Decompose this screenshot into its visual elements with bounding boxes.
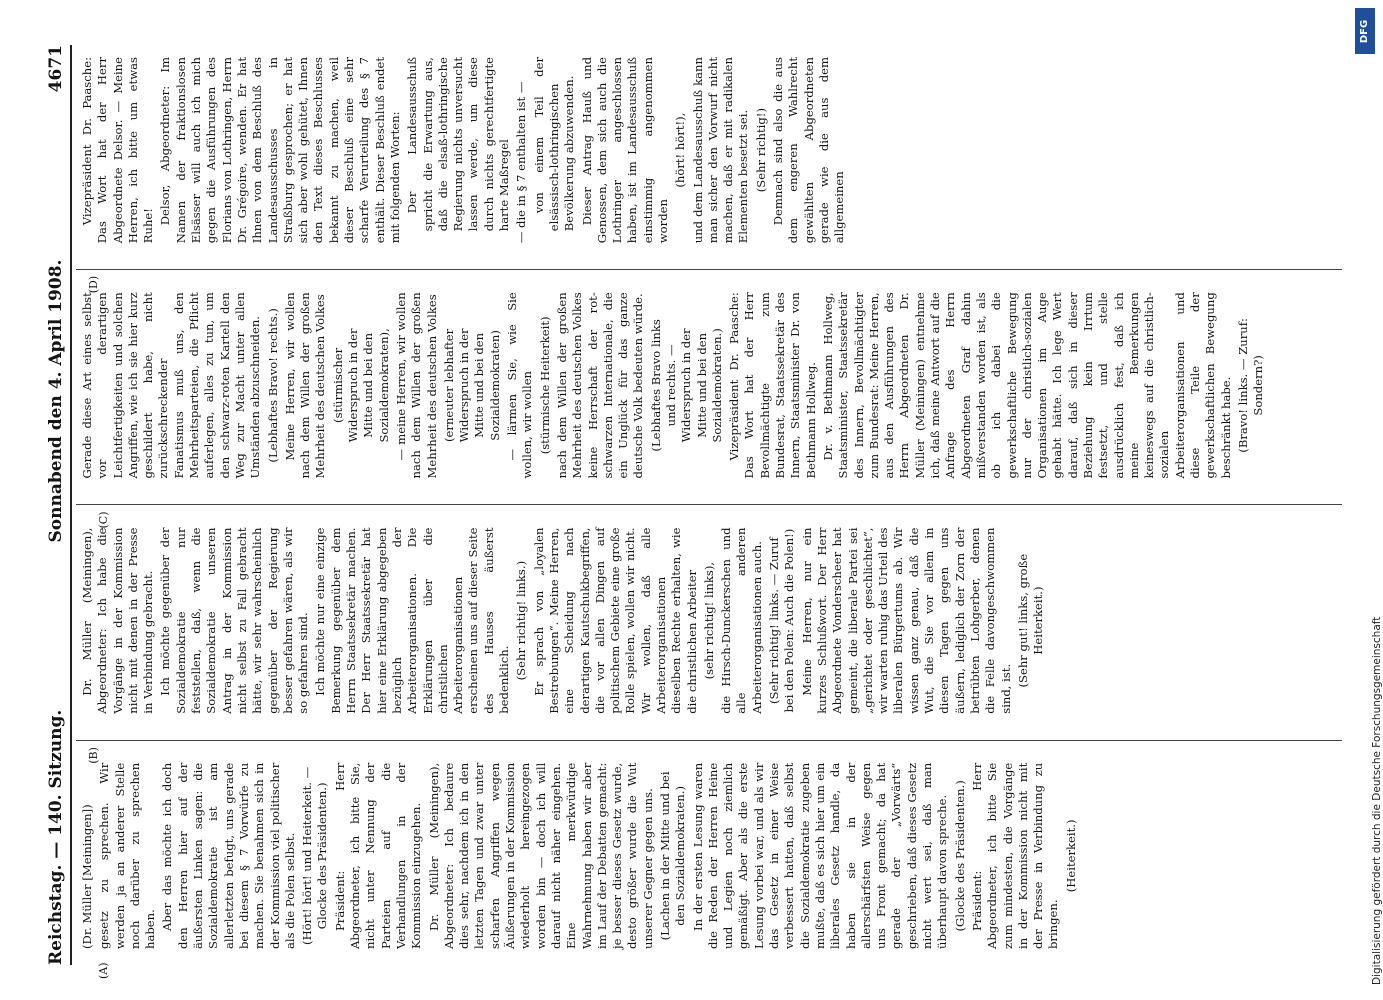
paragraph: und dem Landesausschuß kann man sicher den Vorwurf nicht machen, daß er mit radikalen Elementen besetzt sei.	[690, 57, 751, 244]
margin-marker-d: (D)	[87, 275, 100, 294]
paragraph: gesetz zu sprechen. Wir werden ja an anderer Stelle noch darüber zu sprechen haben.	[97, 762, 158, 949]
dfg-logo	[1355, 8, 1375, 54]
interjection: (Sehr gut! links, große Heiterkeit.)	[1015, 553, 1046, 688]
paragraph: Dieser Antrag Hauß und Genossen, dem sich auch die Lothringer angeschlossen haben, ist im Landesausschuß einstimmig angenommen worden	[579, 57, 670, 244]
interjection: (stürmischer Widerspruch in der Mitte und bei den Sozialdemokraten),	[330, 328, 391, 443]
paragraph: Aber das möchte ich doch den Herren hier auf der äußersten Linken sagen: die Sozialdemokratie ist am allerletzten befugt, uns gerade bei diesem § 7 Vorwürfe zu machen. Sie benahmen sich in der Kommission viel politischer als die Polen selbst.	[160, 762, 297, 949]
paragraph: Meine Herren, wir wollen nach dem Willen der großen Mehrheit des deutschen Volkes	[282, 292, 328, 479]
interjection: (hört! hört!),	[673, 112, 688, 188]
interjection: (Hört! hört! und Heiterkeit. — Glocke des Präsidenten.)	[300, 766, 330, 945]
column-3	[76, 270, 1342, 529]
interjection: (Sehr richtig!)	[753, 108, 768, 193]
paragraph: — die in § 7 enthalten ist —	[514, 81, 529, 244]
column-1	[76, 741, 1342, 979]
quotation: Der Landesausschuß spricht die Erwartung aus, daß die elsaß-lothringische Regierung nichts unversucht lassen werde, um diese durch nichts gerechtfertigte harte Maßregel	[405, 57, 512, 232]
header-left: Reichstag. — 140. Sitzung.	[46, 709, 66, 965]
paragraph: Dr. Müller (Meiningen), Abgeordneter: Ich habe die Vorgänge in der Kommission nicht mit denen in der Presse in Verbindung gebracht.	[80, 527, 156, 714]
interjection: (erneuter lebhafter Widerspruch in der Mitte und bei den Sozialdemokraten)	[441, 328, 502, 443]
text-columns	[76, 35, 1342, 979]
interjection: (Sehr richtig! links.)	[514, 560, 529, 681]
paragraph: Dr. v. Bethmann Hollweg, Staatsminister, Staatssekretär des Innern, Bevollmächtigter zum Bundesrat: Meine Herren, aus den Ausführungen des Herrn Abgeordneten Dr. Müller (Meiningen) entnehme ich, daß meine Antwort auf die Anfrage des Herrn Abgeordneten Graf dahin mißverstanden worden ist, als ob ich dabei die gewerkschaftliche Bewegung nur der christlich-sozialen Organisationen im Auge gehabt hätte. Ich lege Wert darauf, daß sich in dieser Beziehung kein Irrtum festsetzt, und stelle ausdrücklich fest, daß ich meine Bemerkungen keineswegs auf die christlich-sozialen Arbeiterorganisationen und diese Teile der gewerkschaftlichen Bewegung beschränkt habe.	[820, 292, 1233, 479]
paragraph: Präsident: Herr Abgeordneter, ich bitte Sie zum mindesten, die Vorgänge in der Kommission nicht mit der Presse in Verbindung zu bringen.	[969, 762, 1061, 949]
interjection: (Glocke des Präsidenten.)	[952, 780, 967, 932]
paragraph: nach dem Willen der großen Mehrheit des deutschen Volkes keine Herrschaft der rot-schwarzen Internationale, die ein Unglück für das ganze deutsche Volk bedeuten würde.	[554, 292, 646, 479]
paragraph: — meine Herren, wir wollen nach dem Willen der großen Mehrheit des deutschen Volkes	[393, 292, 439, 479]
paragraph: Dr. Müller (Meiningen), Abgeordneter: Ich bedaure dies sehr, nachdem ich in den letzten Tagen und zwar unter scharfen Angriffen wegen Äußerungen in der Kommission wiederholt hereingezogen worden bin — doch ich will darauf nicht näher eingehen. Eine merkwürdige Wahrnehmung haben wir aber im Lauf der Debatten gemacht: je besser dieses Gesetz wurde, desto größer wurde die Wut unserer Gegner gegen uns.	[426, 762, 655, 949]
dfg-logo-text: DFG	[1359, 19, 1371, 43]
quotation: von einem Teil der elsässisch-lothringischen Bevölkerung abzuwenden.	[531, 57, 577, 232]
column-2	[76, 506, 1342, 764]
interjection: (sehr richtig! links),	[701, 561, 716, 680]
page-header	[42, 45, 72, 965]
digitization-note	[1347, 0, 1383, 1000]
interjection: (Bravo! links. — Zuruf: Sondern?)	[1235, 318, 1266, 453]
paragraph: — lärmen Sie, wie Sie wollen, wir wollen	[505, 292, 535, 479]
digitization-note-text: Digitalisierung gefördert durch die Deutsche Forschungsgemeinschaft	[1371, 616, 1383, 985]
interjection: (Lebhaftes Bravo links und rechts. — Widerspruch in der Mitte und bei den Sozialdemokraten.)	[648, 319, 724, 452]
interjection: (Heiterkeit.)	[1063, 819, 1078, 893]
rotated-page	[42, 35, 1342, 979]
paragraph: Delsor, Abgeordneter: Im Namen der fraktionslosen Elsässer will auch ich mich gegen die Ausführungen des Florians von Lothringen, Herrn Dr. Grégoire, wenden. Er hat Ihnen von dem Beschluß des Landesausschusses in Straßburg gesprochen; er hat sich aber wohl gehütet, Ihnen den Text dieses Beschlusses bekannt zu machen, weil dieser Beschluß eine sehr scharfe Verurteilung des § 7 enthält. Dieser Beschluß endet mit folgenden Worten:	[158, 57, 402, 244]
margin-marker-c: (C)	[97, 511, 110, 529]
margin-marker-a: (A)	[97, 962, 110, 979]
paragraph: Gerade diese Art eines selbst vor derartigen Leichtfertigkeiten und solchen Angriffen, wie ich sie hier kurz geschildert habe, nicht zurückschreckender Fanatismus muß uns, den Mehrheitsparteien, die Pflicht auferlegen, alles zu tun, um den schwarz-roten Kartell den Weg zur Macht unter allen Umständen abzuschneiden.	[80, 292, 263, 479]
paragraph: Er sprach von „loyalen Bestrebungen“. Meine Herren, eine Scheidung nach derartigen Kautschukbegriffen, die vor allen Dingen auf politischem Gebiete eine große Rolle spielen, wollen wir nicht. Wir wollen, daß alle Arbeiterorganisationen dieselben Rechte erhalten, wie die christlichen Arbeiter	[531, 527, 699, 714]
paragraph: Präsident: Herr Abgeordneter, ich bitte Sie, nicht unter Nennung der Parteien auf die Verhandlungen in der Kommission einzugehen.	[332, 762, 424, 949]
interjection: (Lachen in der Mitte und bei den Sozialdemokraten.)	[657, 771, 688, 941]
header-center: Sonnabend den 4. April 1908.	[46, 259, 66, 543]
paragraph: Vizepräsident Dr. Paasche: Das Wort hat der Herr Bevollmächtigte zum Bundesrat, Staatssekretär des Innern, Staatsminister Dr. von Bethmann Hollweg.	[727, 292, 818, 479]
page-number: 4671	[46, 45, 66, 93]
paragraph: (Dr. Müller [Meiningen])	[80, 804, 94, 949]
paragraph: In der ersten Lesung waren die Reden der Herren Heine und Legien noch ziemlich gemäßigt. Aber als die erste Lesung vorbei war, und als wir das Gesetz in einer Weise verbessert hatten, daß selbst die Sozialdemokratie zugeben mußte, daß es sich hier um ein liberales Gesetz handle, da haben sie in der allerschärfsten Weise gegen uns Front gemacht; da hat gerade der „Vorwärts“ geschrieben, daß dieses Gesetz nicht wert sei, daß man überhaupt davon spreche.	[690, 762, 950, 949]
column-4	[76, 35, 1342, 294]
paragraph: Demnach sind also die aus dem engeren Wahlrecht gewählten Abgeordneten gerade wie die aus dem allgemeinen	[771, 57, 847, 244]
paragraph: Ich möchte nur eine einzige Bemerkung gegenüber dem Herrn Staatssekretär machen. Der Herr Staatssekretär hat hier eine Erklärung abgegeben bezüglich der Arbeiterorganisationen. Die Erklärungen über die christlichen Arbeiterorganisationen erscheinen uns auf dieser Seite des Hauses äußerst bedenklich.	[313, 527, 512, 714]
margin-marker-b: (B)	[87, 747, 100, 764]
interjection: (stürmische Heiterkeit)	[537, 316, 552, 455]
interjection: (Sehr richtig! links. — Zuruf bei den Polen: Auch die Polen!)	[767, 528, 797, 713]
paragraph: Meine Herren, nur ein kurzes Schlußwort. Der Herr Abgeordnete Vonderscheer hat gemeint, die liberale Partei sei „gerichtet oder geschlichtet“, wir warten ruhig das Urteil des liberalen Bürgertums ab. Wir wissen ganz genau, daß die Wut, die Sie vor allem in diesen Tagen gegen uns äußern, lediglich der Zorn der betrübten Lohgerber, denen die Felle davongeschwommen sind, ist.	[799, 527, 1013, 714]
paragraph: die Hirsch-Dunckerschen und alle anderen Arbeiterorganisationen auch.	[719, 527, 764, 714]
paragraph: Vizepräsident Dr. Paasche: Das Wort hat der Herr Abgeordnete Delsor. — Meine Herren, ich bitte um etwas Ruhe!	[80, 57, 156, 244]
interjection: (Lebhaftes Bravo! rechts.)	[265, 308, 280, 463]
paragraph: Ich möchte gegenüber der Sozialdemokratie nur feststellen, daß, wenn die Sozialdemokratie unseren Antrag in der Kommission nicht selbst zu Fall gebracht hätte, wir sehr wahrscheinlich gegenüber der Regierung besser gefahren wären, als wir so gefahren sind.	[158, 527, 311, 714]
